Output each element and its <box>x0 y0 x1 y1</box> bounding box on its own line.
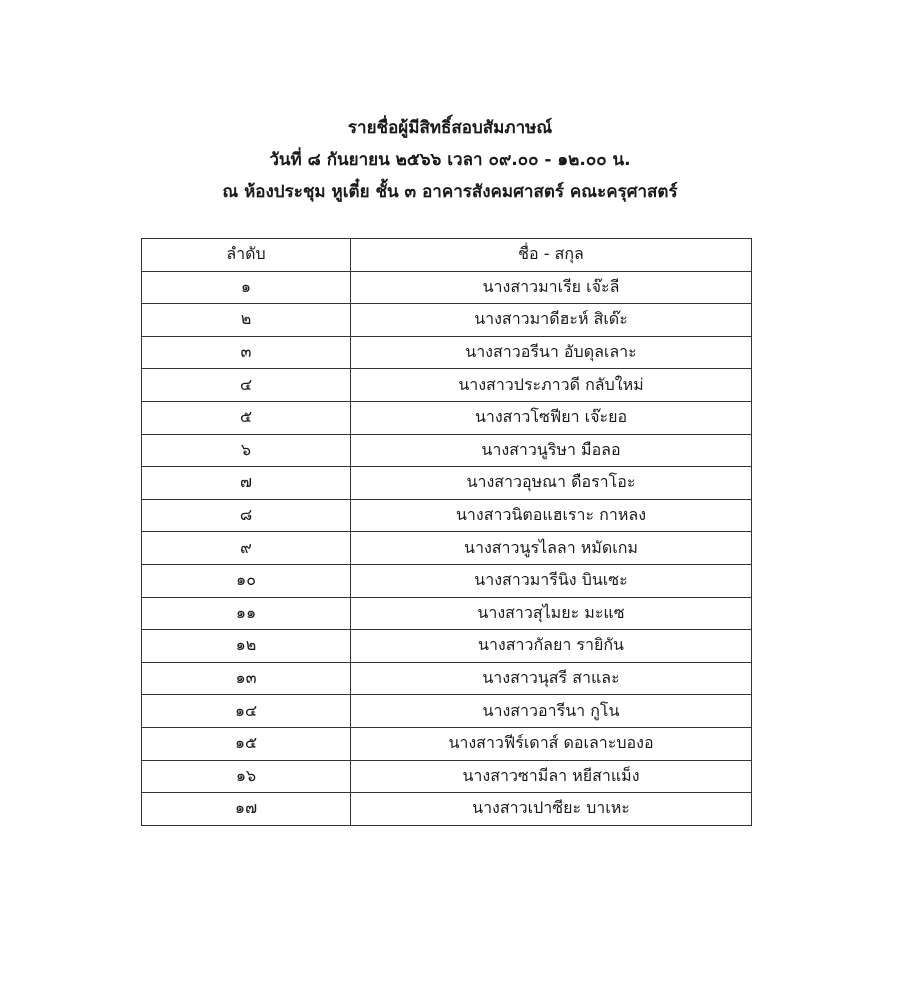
row-number: ๗ <box>142 467 351 500</box>
table-row <box>142 630 752 663</box>
document-header <box>0 112 900 208</box>
table-row <box>142 532 752 565</box>
row-name: นางสาวซามีลา หยีสาแม็ง <box>351 760 752 793</box>
row-number: ๑๔ <box>142 695 351 728</box>
row-name: นางสาวอุษณา ดือราโอะ <box>351 467 752 500</box>
row-number: ๑๖ <box>142 760 351 793</box>
row-name: นางสาวนูริษา มือลอ <box>351 434 752 467</box>
table-row <box>142 564 752 597</box>
row-number: ๑๓ <box>142 662 351 695</box>
interview-location: ณ ห้องประชุม หูเตี๋ย ชั้น ๓ อาคารสังคมศาสตร์ คณะครุศาสตร์ <box>222 182 678 202</box>
row-name: นางสาวโซฟียา เจ๊ะยอ <box>351 401 752 434</box>
row-name: นางสาวมาเรีย เจ๊ะลี <box>351 271 752 304</box>
row-number: ๑๕ <box>142 727 351 760</box>
table-row <box>142 597 752 630</box>
table-header-row <box>142 239 752 272</box>
column-header-name: ชื่อ - สกุล <box>351 239 752 272</box>
table-row <box>142 695 752 728</box>
table-row <box>142 467 752 500</box>
table-row <box>142 662 752 695</box>
document-title: รายชื่อผู้มีสิทธิ์สอบสัมภาษณ์ <box>347 118 553 138</box>
row-number: ๙ <box>142 532 351 565</box>
row-number: ๓ <box>142 336 351 369</box>
row-name: นางสาวเปาซียะ บาเหะ <box>351 793 752 826</box>
candidate-table <box>141 238 752 826</box>
row-name: นางสาวกัลยา รายิกัน <box>351 630 752 663</box>
row-number: ๘ <box>142 499 351 532</box>
row-number: ๒ <box>142 304 351 337</box>
row-number: ๑๒ <box>142 630 351 663</box>
table-body <box>142 271 752 825</box>
table-row <box>142 401 752 434</box>
row-name: นางสาวอรีนา อับดุลเลาะ <box>351 336 752 369</box>
row-number: ๑๗ <box>142 793 351 826</box>
row-number: ๑๐ <box>142 564 351 597</box>
row-number: ๕ <box>142 401 351 434</box>
table-row <box>142 369 752 402</box>
row-number: ๖ <box>142 434 351 467</box>
table-row <box>142 760 752 793</box>
row-name: นางสาวสุไมยะ มะแซ <box>351 597 752 630</box>
row-name: นางสาวมาดีฮะห์ สิเด๊ะ <box>351 304 752 337</box>
row-name: นางสาวนูรไลลา หมัดเกม <box>351 532 752 565</box>
table-row <box>142 499 752 532</box>
row-name: นางสาวมารีนิง บินเซะ <box>351 564 752 597</box>
row-number: ๑๑ <box>142 597 351 630</box>
table-row <box>142 793 752 826</box>
row-name: นางสาวฟีร์เดาส์ ดอเลาะบองอ <box>351 727 752 760</box>
table-row <box>142 727 752 760</box>
table-row <box>142 336 752 369</box>
table-row <box>142 434 752 467</box>
row-name: นางสาวนุสรี สาและ <box>351 662 752 695</box>
row-number: ๑ <box>142 271 351 304</box>
row-name: นางสาวนิตอแฮเราะ กาหลง <box>351 499 752 532</box>
column-header-number: ลำดับ <box>142 239 351 272</box>
interview-date-time: วันที่ ๘ กันยายน ๒๕๖๖ เวลา ๐๙.๐๐ - ๑๒.๐๐ น. <box>269 150 631 170</box>
row-name: นางสาวอารีนา กูโน <box>351 695 752 728</box>
table-row <box>142 271 752 304</box>
row-name: นางสาวประภาวดี กลับใหม่ <box>351 369 752 402</box>
table-row <box>142 304 752 337</box>
row-number: ๔ <box>142 369 351 402</box>
